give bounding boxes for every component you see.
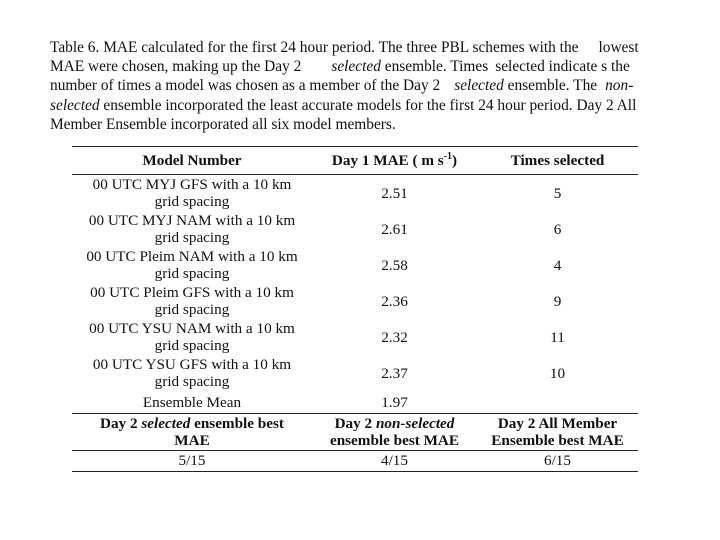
header-text: Day 2 All Member <box>497 415 618 432</box>
header-text: Day 1 MAE ( m s <box>331 152 444 170</box>
model-name-line: grid spacing <box>154 193 230 210</box>
times-cell: 10 <box>549 364 566 382</box>
model-name-line: grid spacing <box>154 301 230 318</box>
non-selected-best-value: 4/15 <box>312 451 477 472</box>
model-name-line: 00 UTC YSU NAM with a 10 km <box>89 320 295 337</box>
best-values-row <box>72 451 638 472</box>
header-text: Ensemble best MAE <box>491 432 624 449</box>
model-name-line: grid spacing <box>154 229 230 246</box>
model-name-line: 00 UTC Pleim GFS with a 10 km <box>90 284 294 301</box>
header-text: ) <box>452 152 458 170</box>
table-caption <box>50 38 675 134</box>
table-row <box>72 283 638 319</box>
model-name-line: 00 UTC MYJ NAM with a 10 km <box>88 212 296 229</box>
model-name-cell <box>72 175 312 212</box>
header-text: Day 2 <box>334 415 376 432</box>
table-row <box>72 175 638 212</box>
header-day1-mae <box>312 147 477 175</box>
model-name-cell <box>72 355 312 391</box>
caption-line <box>50 76 675 95</box>
header-model-number: Model Number <box>72 147 312 175</box>
header-non-selected-best <box>312 414 477 451</box>
table-row <box>72 319 638 355</box>
caption-line <box>50 38 675 57</box>
mae-cell: 1.97 <box>381 393 408 411</box>
table-header-row <box>72 147 638 175</box>
caption-text: ensemble incorporated the least accurate models for the first 24 hour period. Day 2 All <box>99 96 637 114</box>
model-rows <box>72 175 638 414</box>
caption-line <box>50 115 675 134</box>
selected-best-value: 5/15 <box>72 451 312 472</box>
header-text: ensemble best <box>190 415 284 432</box>
header-italic-text: selected <box>141 415 191 432</box>
model-name-cell <box>72 319 312 355</box>
model-name-line: grid spacing <box>154 373 230 390</box>
header-italic-text: non-selected <box>375 415 455 432</box>
mae-cell: 2.36 <box>381 292 408 310</box>
mae-cell: 2.51 <box>381 184 408 202</box>
caption-text: lowest <box>598 39 639 56</box>
caption-italic-text: non- <box>605 77 634 95</box>
all-member-best-value: 6/15 <box>477 451 638 472</box>
model-name-line: grid spacing <box>154 265 230 282</box>
caption-text: MAE were chosen, making up the Day 2 <box>50 58 302 76</box>
mae-cell: 2.58 <box>381 256 408 274</box>
caption-italic-text: selected <box>454 77 504 95</box>
header-text: MAE <box>174 432 210 449</box>
model-name-line: 00 UTC Pleim NAM with a 10 km <box>86 248 298 265</box>
caption-italic-text: selected <box>331 58 381 76</box>
caption-text: Table 6. MAE calculated for the first 24 hour period. The three PBL schemes with the <box>50 39 579 56</box>
mae-cell: 2.32 <box>381 328 408 346</box>
caption-line <box>50 57 675 76</box>
model-name-line: grid spacing <box>154 337 230 354</box>
ensemble-mean-row <box>72 391 638 414</box>
best-header-row <box>72 414 638 451</box>
mae-cell: 2.61 <box>381 220 408 238</box>
header-selected-best <box>72 414 312 451</box>
mae-cell: 2.37 <box>381 364 408 382</box>
times-cell: 11 <box>550 328 565 346</box>
table-row <box>72 355 638 391</box>
model-name-cell <box>72 283 312 319</box>
model-name-line: 00 UTC MYJ GFS with a 10 km <box>92 176 292 193</box>
model-name-cell <box>72 247 312 283</box>
caption-text: selected indicate s the <box>495 58 630 76</box>
times-cell: 4 <box>553 256 562 274</box>
header-text: Day 2 <box>100 415 142 432</box>
header-all-member-best <box>477 414 638 451</box>
times-cell: 9 <box>553 292 562 310</box>
caption-line <box>50 96 675 115</box>
table-row <box>72 211 638 247</box>
times-cell: 5 <box>553 184 562 202</box>
model-name-cell <box>72 211 312 247</box>
model-name-cell: Ensemble Mean <box>142 393 242 411</box>
times-cell <box>477 391 638 414</box>
header-times-selected: Times selected <box>477 147 638 175</box>
caption-italic-text: selected <box>50 96 100 114</box>
caption-text: ensemble. Times <box>384 58 489 76</box>
header-text: ensemble best MAE <box>329 432 460 449</box>
table-row <box>72 247 638 283</box>
header-superscript: -1 <box>443 150 453 162</box>
mae-table <box>72 146 638 472</box>
best-mae-section <box>72 414 638 472</box>
caption-text: Member Ensemble incorporated all six model members. <box>50 115 396 133</box>
caption-text: number of times a model was chosen as a member of the Day 2 <box>50 77 441 95</box>
model-name-line: 00 UTC YSU GFS with a 10 km <box>92 356 292 373</box>
times-cell: 6 <box>553 220 562 238</box>
caption-text: ensemble. The <box>507 77 598 95</box>
